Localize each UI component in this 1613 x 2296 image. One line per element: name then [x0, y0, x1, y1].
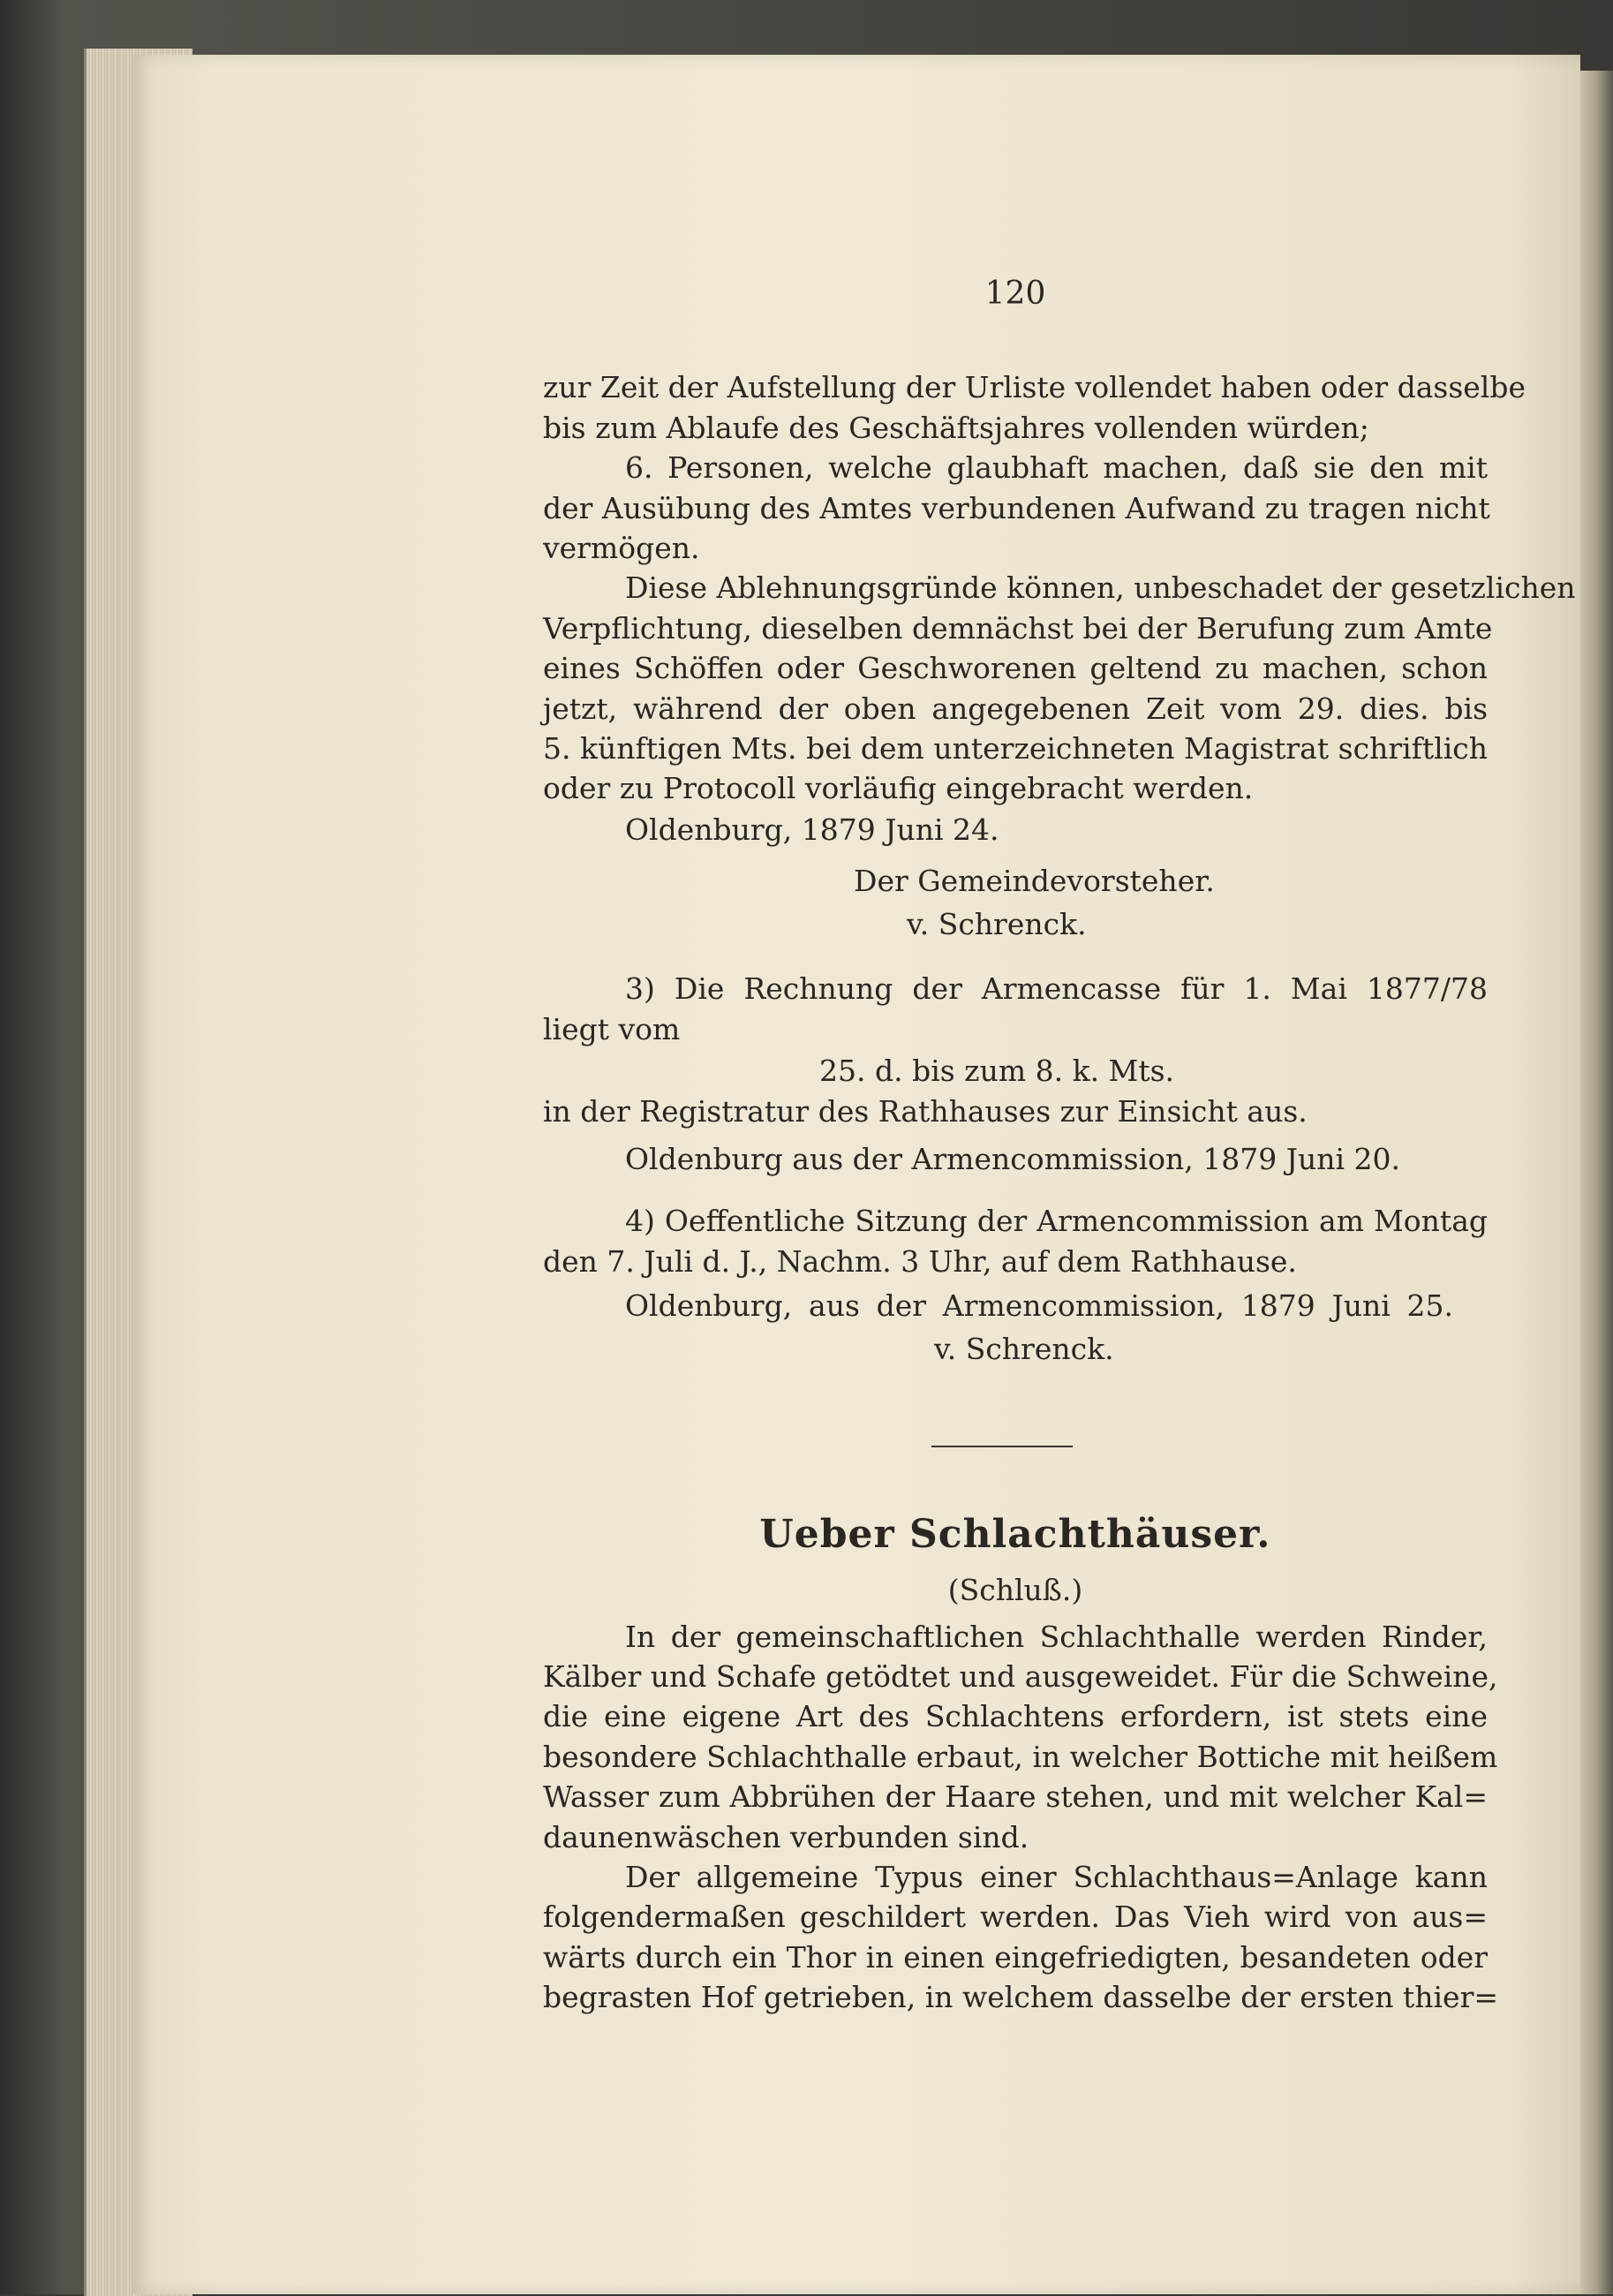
- text-line: bis zum Ablaufe des Geschäftsjahres vollenden würden;: [543, 411, 1369, 445]
- text-line: Diese Ablehnungsgründe können, unbeschadet der gesetzlichen: [625, 570, 1576, 605]
- text-line: wärts durch ein Thor in einen eingefriedigten, besandeten oder: [543, 1940, 1488, 1975]
- dateline: Oldenburg, 1879 Juni 24.: [625, 812, 999, 847]
- text-line: eines Schöffen oder Geschworenen geltend zu machen, schon: [543, 651, 1488, 685]
- text-line: zur Zeit der Aufstellung der Urliste vollendet haben oder dasselbe: [543, 370, 1526, 404]
- article-subheading: (Schluß.): [947, 1573, 1083, 1607]
- facing-page-edge: [1580, 71, 1613, 2294]
- text-line: in der Registratur des Rathhauses zur Einsicht aus.: [543, 1094, 1308, 1129]
- text-line: Der allgemeine Typus einer Schlachthaus=Anlage kann: [625, 1860, 1488, 1894]
- text-line: 6. Personen, welche glaubhaft machen, daß sie den mit: [625, 450, 1488, 485]
- text-line: der Ausübung des Amtes verbundenen Aufwand zu tragen nicht: [543, 491, 1490, 525]
- dateline: Oldenburg aus der Armencommission, 1879 Juni 20.: [625, 1142, 1400, 1176]
- text-line: daunenwäschen verbunden sind.: [543, 1820, 1029, 1854]
- text-line: den 7. Juli d. J., Nachm. 3 Uhr, auf dem Rathhause.: [543, 1244, 1297, 1279]
- page-number: 120: [984, 276, 1046, 312]
- signature-title: Der Gemeindevorsteher.: [854, 864, 1215, 898]
- text-line: 5. künftigen Mts. bei dem unterzeichneten Magistrat schriftlich: [543, 731, 1488, 766]
- signature-name: v. Schrenck.: [907, 907, 1087, 941]
- text-line: Verpflichtung, dieselben demnächst bei der Berufung zum Amte: [543, 611, 1493, 646]
- signature-name: v. Schrenck.: [934, 1332, 1114, 1366]
- text-line: In der gemeinschaftlichen Schlachthalle werden Rinder,: [625, 1620, 1488, 1654]
- text-line: vermögen.: [543, 531, 700, 565]
- text-line: jetzt, während der oben angegebenen Zeit vom 29. dies. bis: [543, 691, 1488, 726]
- text-line: besondere Schlachthalle erbaut, in welcher Bottiche mit heißem: [543, 1740, 1498, 1774]
- article-heading: Ueber Schlachthäuser.: [759, 1512, 1271, 1557]
- text-line: Wasser zum Abbrühen der Haare stehen, und mit welcher Kal=: [543, 1779, 1488, 1814]
- text-line: Kälber und Schafe getödtet und ausgeweidet. Für die Schweine,: [543, 1659, 1498, 1694]
- text-line: 3) Die Rechnung der Armencasse für 1. Mai 1877/78: [625, 971, 1488, 1006]
- text-line: folgendermaßen geschildert werden. Das Vieh wird von aus=: [543, 1899, 1488, 1934]
- text-line: 4) Oeffentliche Sitzung der Armencommission am Montag: [625, 1204, 1488, 1238]
- dateline: Oldenburg, aus der Armencommission, 1879 Juni 25.: [625, 1288, 1453, 1323]
- text-line: die eine eigene Art des Schlachtens erfordern, ist stets eine: [543, 1699, 1488, 1733]
- text-line: oder zu Protocoll vorläufig eingebracht werden.: [543, 771, 1254, 805]
- text-line: liegt vom: [543, 1012, 681, 1046]
- section-divider: [931, 1446, 1073, 1447]
- text-line: 25. d. bis zum 8. k. Mts.: [819, 1054, 1175, 1088]
- text-line: begrasten Hof getrieben, in welchem dasselbe der ersten thier=: [543, 1980, 1498, 2014]
